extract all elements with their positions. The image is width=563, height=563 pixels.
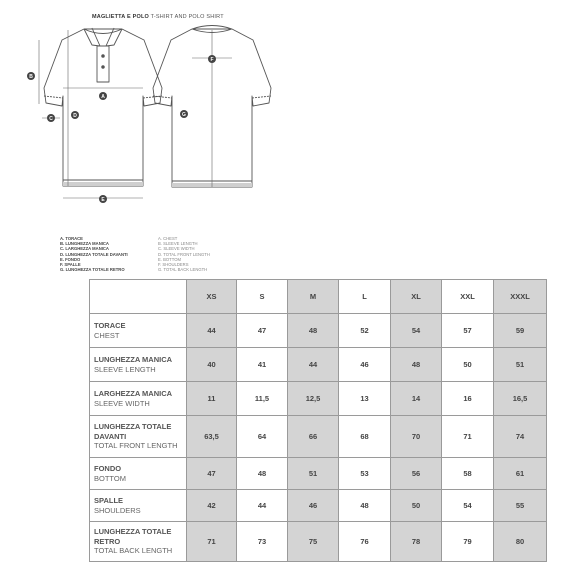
table-row xyxy=(90,490,547,522)
table-cell: 48 xyxy=(391,348,442,382)
table-cell: 40 xyxy=(187,348,237,382)
table-cell: 47 xyxy=(187,458,237,490)
table-cell: 51 xyxy=(288,458,339,490)
table-cell: 16,5 xyxy=(494,382,547,416)
page-title: MAGLIETTA E POLO T-SHIRT AND POLO SHIRT xyxy=(92,14,224,20)
legend-item: C. SLEEVE WIDTH xyxy=(158,246,195,252)
table-cell: 64 xyxy=(237,416,288,458)
svg-text:F: F xyxy=(210,56,214,63)
legend-item: D. TOTAL FRONT LENGTH xyxy=(158,251,210,257)
table-row xyxy=(90,382,547,416)
svg-text:D: D xyxy=(73,112,77,119)
row-label xyxy=(90,522,187,562)
table-cell: 80 xyxy=(494,522,547,562)
table-cell: 11,5 xyxy=(237,382,288,416)
legend-item: F. SPALLE xyxy=(60,261,81,267)
table-cell: 61 xyxy=(494,458,547,490)
front-shirt-drawing xyxy=(44,28,162,186)
table-cell: 76 xyxy=(339,522,391,562)
table-cell: 51 xyxy=(494,348,547,382)
size-header: XL xyxy=(391,280,442,314)
row-label-italian: LUNGHEZZA MANICA xyxy=(94,355,173,364)
table-cell: 47 xyxy=(237,314,288,348)
row-label-italian: LARGHEZZA MANICA xyxy=(94,389,173,398)
shirt-diagram xyxy=(0,0,563,210)
table-cell: 48 xyxy=(237,458,288,490)
table-cell: 44 xyxy=(288,348,339,382)
legend-english xyxy=(158,236,210,272)
table-cell: 50 xyxy=(442,348,494,382)
row-label-english: SLEEVE WIDTH xyxy=(94,398,150,408)
row-label xyxy=(90,416,187,458)
table-cell: 16 xyxy=(442,382,494,416)
row-label xyxy=(90,382,187,416)
svg-text:B: B xyxy=(29,73,33,80)
legend-item: G. TOTAL BACK LENGTH xyxy=(158,267,208,273)
row-label xyxy=(90,490,187,522)
table-cell: 14 xyxy=(391,382,442,416)
table-cell: 48 xyxy=(339,490,391,522)
table-row xyxy=(90,522,547,562)
legend-item: B. SLEEVE LENGTH xyxy=(158,241,198,247)
row-label-english: TOTAL BACK LENGTH xyxy=(94,546,173,556)
table-cell: 63,5 xyxy=(187,416,237,458)
table-cell: 57 xyxy=(442,314,494,348)
table-cell: 78 xyxy=(391,522,442,562)
size-header: S xyxy=(237,280,288,314)
row-label-english: TOTAL FRONT LENGTH xyxy=(94,441,178,451)
table-cell: 41 xyxy=(237,348,288,382)
row-label-english: CHEST xyxy=(94,330,120,340)
table-cell: 53 xyxy=(339,458,391,490)
table-cell: 59 xyxy=(494,314,547,348)
legend-item: A. CHEST xyxy=(158,236,178,241)
size-header: XS xyxy=(187,280,237,314)
row-label-english: SLEEVE LENGTH xyxy=(94,364,156,374)
table-cell: 71 xyxy=(442,416,494,458)
row-label-italian: FONDO xyxy=(94,464,122,473)
table-cell: 55 xyxy=(494,490,547,522)
row-label-english: SHOULDERS xyxy=(94,505,141,515)
table-cell: 42 xyxy=(187,490,237,522)
legend-item: A. TORACE xyxy=(60,236,83,241)
table-cell: 44 xyxy=(187,314,237,348)
row-label xyxy=(90,348,187,382)
size-header: XXXL xyxy=(494,280,547,314)
svg-text:E: E xyxy=(101,196,105,203)
svg-text:A: A xyxy=(101,93,105,100)
table-cell: 54 xyxy=(391,314,442,348)
svg-text:G: G xyxy=(182,111,186,118)
size-header: L xyxy=(339,280,391,314)
table-cell: 48 xyxy=(288,314,339,348)
table-cell: 13 xyxy=(339,382,391,416)
table-cell: 74 xyxy=(494,416,547,458)
table-cell: 11 xyxy=(187,382,237,416)
table-cell: 46 xyxy=(288,490,339,522)
legend-item: E. BOTTOM xyxy=(158,256,181,262)
size-header: M xyxy=(288,280,339,314)
table-cell: 44 xyxy=(237,490,288,522)
table-row xyxy=(90,458,547,490)
legend-item: D. LUNGHEZZA TOTALE DAVANTI xyxy=(60,251,128,257)
svg-text:C: C xyxy=(49,115,53,122)
table-cell: 54 xyxy=(442,490,494,522)
size-header: XXL xyxy=(442,280,494,314)
row-label xyxy=(90,458,187,490)
table-cell: 46 xyxy=(339,348,391,382)
legend-item: B. LUNGHEZZA MANICA xyxy=(60,241,109,247)
table-cell: 73 xyxy=(237,522,288,562)
size-table xyxy=(89,279,547,562)
table-cell: 75 xyxy=(288,522,339,562)
table-row xyxy=(90,416,547,458)
legend-item: F. SHOULDERS xyxy=(158,261,189,267)
legend-item: E. FONDO xyxy=(60,256,81,262)
table-cell: 70 xyxy=(391,416,442,458)
table-cell: 52 xyxy=(339,314,391,348)
row-label-italian: LUNGHEZZA TOTALE RETRO xyxy=(94,527,172,546)
table-cell: 66 xyxy=(288,416,339,458)
table-cell: 12,5 xyxy=(288,382,339,416)
table-row xyxy=(90,314,547,348)
corner-cell xyxy=(90,280,187,314)
table-header-row xyxy=(90,280,547,314)
table-row xyxy=(90,348,547,382)
table-cell: 56 xyxy=(391,458,442,490)
row-label-italian: TORACE xyxy=(94,321,126,330)
legend-item: C. LARGHEZZA MANICA xyxy=(60,246,109,252)
row-label-english: BOTTOM xyxy=(94,473,126,483)
row-label xyxy=(90,314,187,348)
row-label-italian: LUNGHEZZA TOTALE DAVANTI xyxy=(94,422,172,441)
table-cell: 68 xyxy=(339,416,391,458)
table-cell: 50 xyxy=(391,490,442,522)
legend-italian xyxy=(60,236,128,272)
table-cell: 58 xyxy=(442,458,494,490)
table-cell: 79 xyxy=(442,522,494,562)
table-cell: 71 xyxy=(187,522,237,562)
legend-item: G. LUNGHEZZA TOTALE RETRO xyxy=(60,267,125,273)
row-label-italian: SPALLE xyxy=(94,496,124,505)
